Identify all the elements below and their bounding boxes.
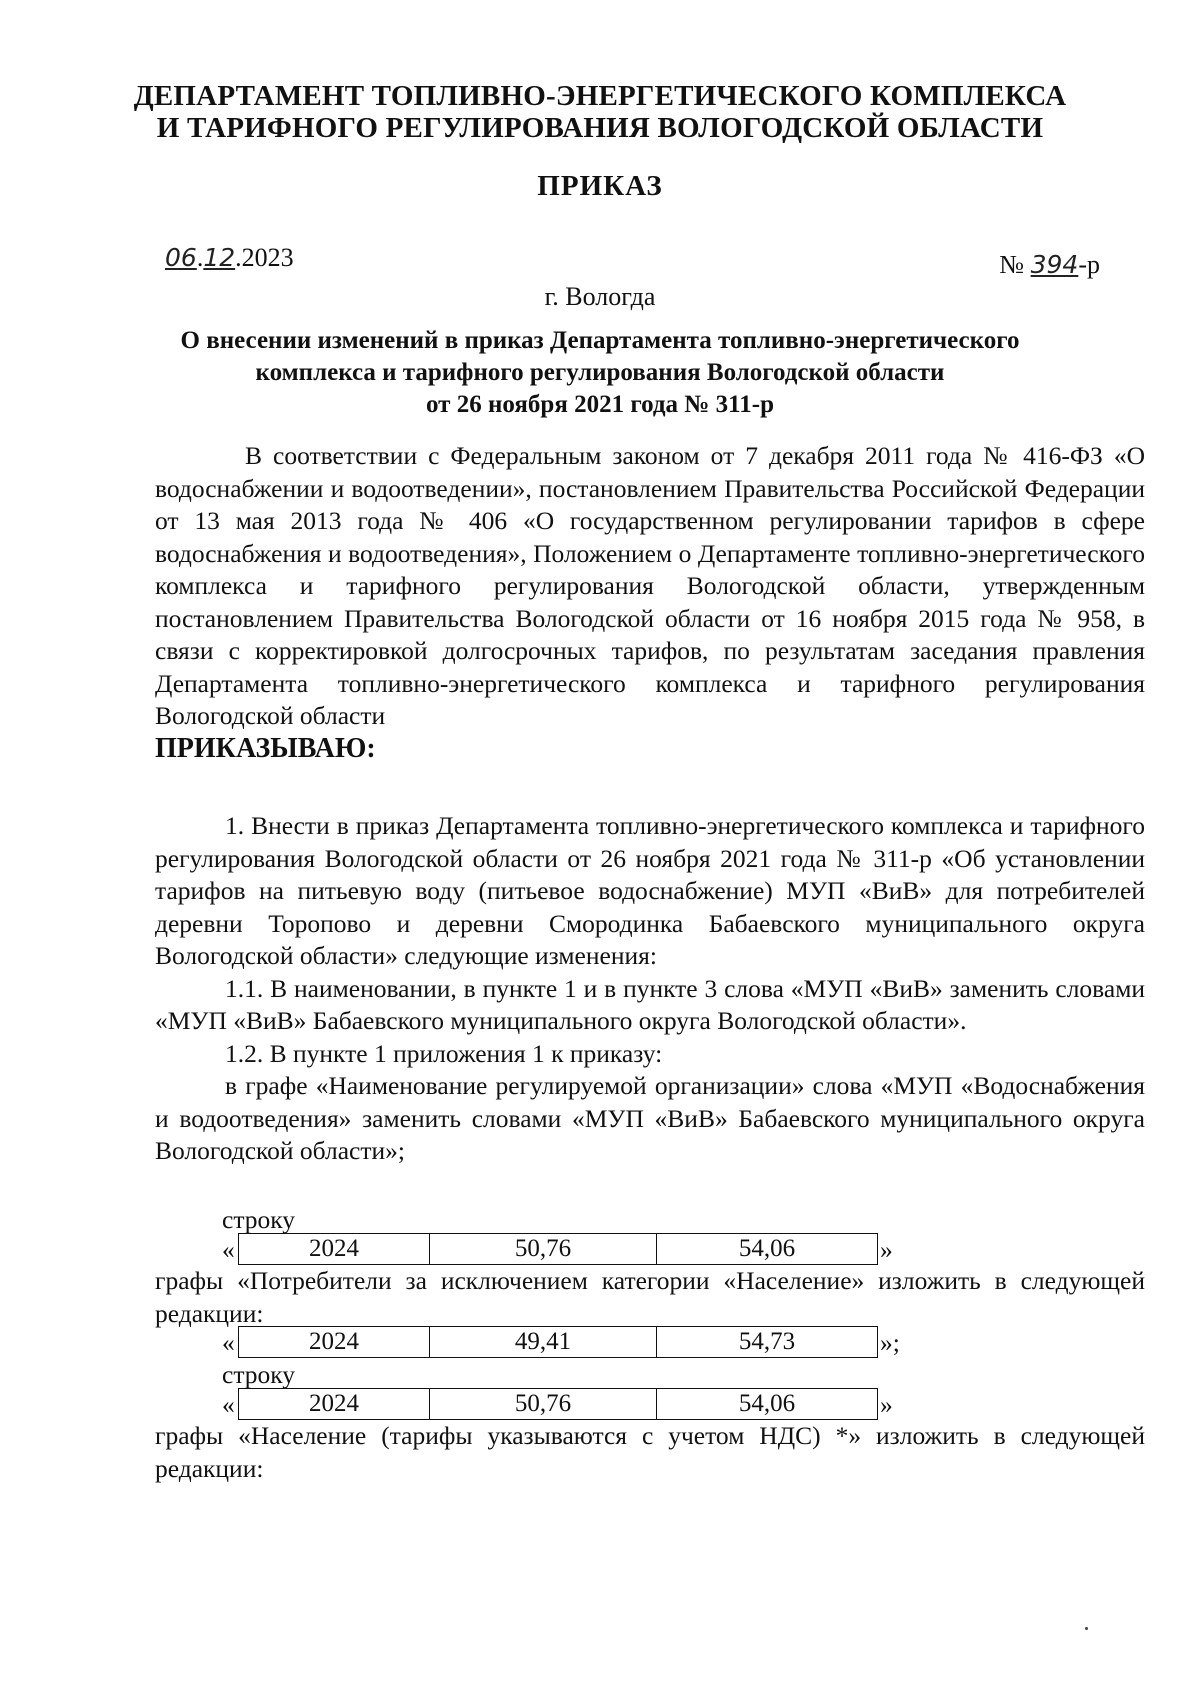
- table-cell-value2: 54,06: [657, 1234, 878, 1265]
- graph-consumers-text: графы «Потребители за исключением категории «Население» изложить в следующей редакции:: [155, 1266, 1145, 1328]
- number-value: 394: [1030, 250, 1079, 279]
- tariff-table-2: [238, 1326, 878, 1358]
- close-quote-1: »: [880, 1235, 893, 1264]
- table-cell-year: 2024: [239, 1389, 430, 1420]
- order-date: 06.12.2023: [165, 243, 294, 272]
- tariff-table-3: [238, 1388, 878, 1420]
- preamble: В соответствии с Федеральным законом от 7 декабря 2011 года № 416-ФЗ «О водоснабжении и водоотведении», постановлением Правительства Российской Федерации от 13 мая 2013 года № 406 «О государственном регулировании тарифов в сфере водоснабжения и водоотведения», Положением о Департаменте топливно-энергетического комплекса и тарифного регулирования Вологодской области, утвержденным постановлением Правительства Вологодской области от 16 ноября 2015 года № 958, в связи с корректировкой долгосрочных тарифов, по результатам заседания правления Департамента топливно-энергетического комплекса и тарифного регулирования Вологодской области: [155, 441, 1145, 730]
- table-cell-value1: 50,76: [430, 1389, 657, 1420]
- open-quote-3: «: [222, 1390, 235, 1419]
- item-1-2-text: в графе «Наименование регулируемой организации» слова «МУП «Водоснабжения и водоотведения» заменить словами «МУП «ВиВ» Бабаевского муниципального округа Вологодской области»;: [155, 1071, 1145, 1165]
- city: г. Вологда: [544, 282, 656, 311]
- item-1-2: 1.2. В пункте 1 приложения 1 к приказу:: [225, 1038, 663, 1068]
- table-row: [239, 1389, 878, 1420]
- open-quote-1: «: [222, 1235, 235, 1264]
- order-number: № 394-р: [999, 250, 1100, 279]
- label-stroku-1: строку: [222, 1205, 296, 1234]
- table-cell-value2: 54,06: [657, 1389, 878, 1420]
- date-month: 12: [203, 243, 236, 272]
- mid-text-1: [155, 1265, 1145, 1330]
- tariff-table-1: [238, 1233, 878, 1265]
- title-line3: от 26 ноября 2021 года № 311-р: [426, 391, 774, 418]
- open-quote-2: «: [222, 1328, 235, 1357]
- graph-population-text: графы «Население (тарифы указываются с учетом НДС) *» изложить в следующей редакции:: [155, 1421, 1145, 1483]
- department-name-line2: И ТАРИФНОГО РЕГУЛИРОВАНИЯ ВОЛОГОДСКОЙ ОБЛАСТИ: [156, 112, 1044, 144]
- table-cell-year: 2024: [239, 1327, 430, 1358]
- item-1-1: 1.1. В наименовании, в пункте 1 и в пункте 3 слова «МУП «ВиВ» заменить словами «МУП «ВиВ» Бабаевского муниципального округа Вологодской области».: [155, 973, 1145, 1035]
- table-row: [239, 1234, 878, 1265]
- preamble-block: [155, 440, 1145, 765]
- title-line1: О внесении изменений в приказ Департамента топливно-энергетического: [180, 327, 1020, 354]
- order-word: ПРИКАЗЫВАЮ:: [155, 732, 376, 764]
- item-1: 1. Внести в приказ Департамента топливно-энергетического комплекса и тарифного регулирования Вологодской области от 26 ноября 2021 года № 311-р «Об установлении тарифов на питьевую воду (питьевое водоснабжение) МУП «ВиВ» для потребителей деревни Торопово и деревни Смородинка Бабаевского муниципального округа Вологодской области» следующие изменения:: [155, 811, 1145, 970]
- date-year: .2023: [235, 243, 294, 272]
- table-cell-value1: 50,76: [430, 1234, 657, 1265]
- label-stroku-2: строку: [222, 1360, 296, 1389]
- mid-text-2: [155, 1420, 1145, 1485]
- close-quote-2: »;: [880, 1328, 900, 1357]
- close-quote-3: »: [880, 1390, 893, 1419]
- department-name-line1: ДЕПАРТАМЕНТ ТОПЛИВНО-ЭНЕРГЕТИЧЕСКОГО КОМПЛЕКСА: [133, 80, 1067, 112]
- title-line2: комплекса и тарифного регулирования Вологодской области: [255, 359, 945, 386]
- table-cell-value2: 54,73: [657, 1327, 878, 1358]
- table-cell-year: 2024: [239, 1234, 430, 1265]
- order-title: [150, 325, 1050, 421]
- items-block: [155, 810, 1145, 1168]
- scan-speck: [1085, 1627, 1088, 1630]
- table-cell-value1: 49,41: [430, 1327, 657, 1358]
- table-row: [239, 1327, 878, 1358]
- doc-type-title: ПРИКАЗ: [537, 170, 663, 202]
- date-day: 06: [165, 243, 197, 272]
